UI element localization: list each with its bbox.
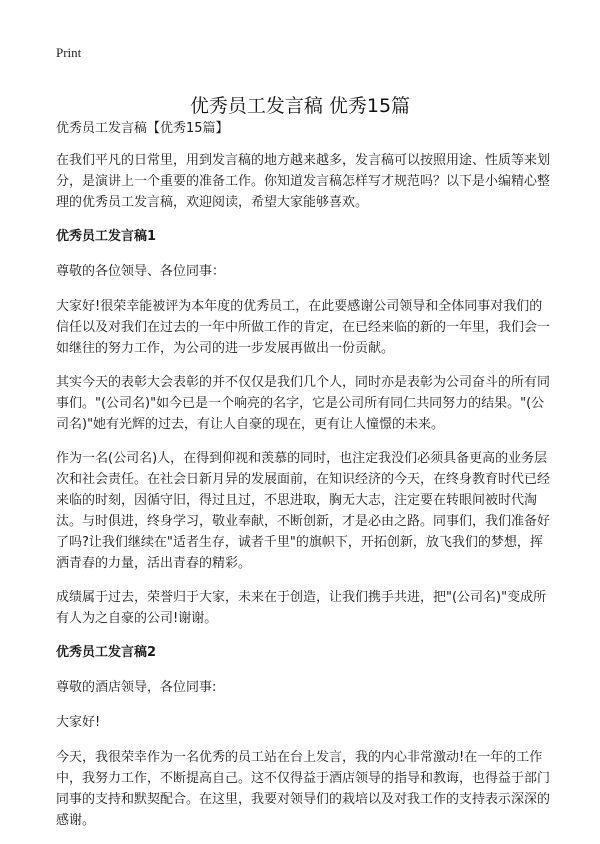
print-link[interactable]: Print <box>56 45 82 60</box>
document-title: 优秀员工发言稿 优秀15篇 <box>189 94 411 117</box>
body-paragraph: 大家好!很荣幸能被评为本年度的优秀员工，在此要感谢公司领导和全体同事对我们的信任以及对我们在过去的一年中所做工作的肯定，在已经来临的新的一年里，我们会一如继往的努力工作，为公司的进一步发展再做出一份贡献。 <box>56 299 551 356</box>
section-heading: 优秀员工发言稿2 <box>56 645 157 660</box>
section-greeting: 尊敬的各位领导、各位同事： <box>56 264 226 279</box>
intro-paragraph: 在我们平凡的日常里，用到发言稿的地方越来越多，发言稿可以按照用途、性质等来划分，是演讲上一个重要的准备工作。你知道发言稿怎样写才规范吗？以下是小编精心整理的优秀员工发言稿，欢迎阅读，希望大家能够喜欢。 <box>56 153 551 210</box>
body-paragraph: 今天，我很荣幸作为一名优秀的员工站在台上发言，我的内心非常激动!在一年的工作中，我努力工作，不断提高自己。这不仅得益于酒店领导的指导和教诲，也得益于部门同事的支持和默契配合。在这里，我要对领导们的栽培以及对我工作的支持表示深深的感谢。 <box>56 750 551 828</box>
section-greeting-secondary: 大家好! <box>56 715 101 730</box>
body-paragraph: 成绩属于过去，荣誉归于大家，未来在于创造，让我们携手共进，把"(公司名)"变成所有人为之自豪的公司!谢谢。 <box>56 590 547 626</box>
section-heading: 优秀员工发言稿1 <box>56 229 157 244</box>
section-greeting: 尊敬的酒店领导，各位同事: <box>56 680 217 695</box>
body-paragraph: 作为一名(公司名)人，在得到仰视和羡慕的同时，也注定我没们必须具备更高的业务层次和社会责任。在社会日新月异的发展面前，在知识经济的今天，在终身教育时代已经来临的时刻，因循守旧，得过且过，不思进取，胸无大志，注定要在转眼间被时代淘汰。与时俱进，终身学习，敬业奉献，不断创新，才是必由之路。同事们，我们准备好了吗?让我们继续在"适者生存，诚者千里"的旗帜下，开拓创新，放飞我们的梦想，挥洒青春的力量，活出青春的精彩。 <box>56 451 551 571</box>
body-paragraph: 其实今天的表彰大会表彰的并不仅仅是我们几个人，同时亦是表彰为公司奋斗的所有同事们。"(公司名)"如今已是一个响亮的名字，它是公司所有同仁共同努力的结果。"(公司名)"她有光辉的过去，有让人自豪的现在，更有让人憧憬的未来。 <box>56 375 551 432</box>
document-body <box>56 118 552 844</box>
document-subtitle: 优秀员工发言稿【优秀15篇】 <box>56 121 229 136</box>
